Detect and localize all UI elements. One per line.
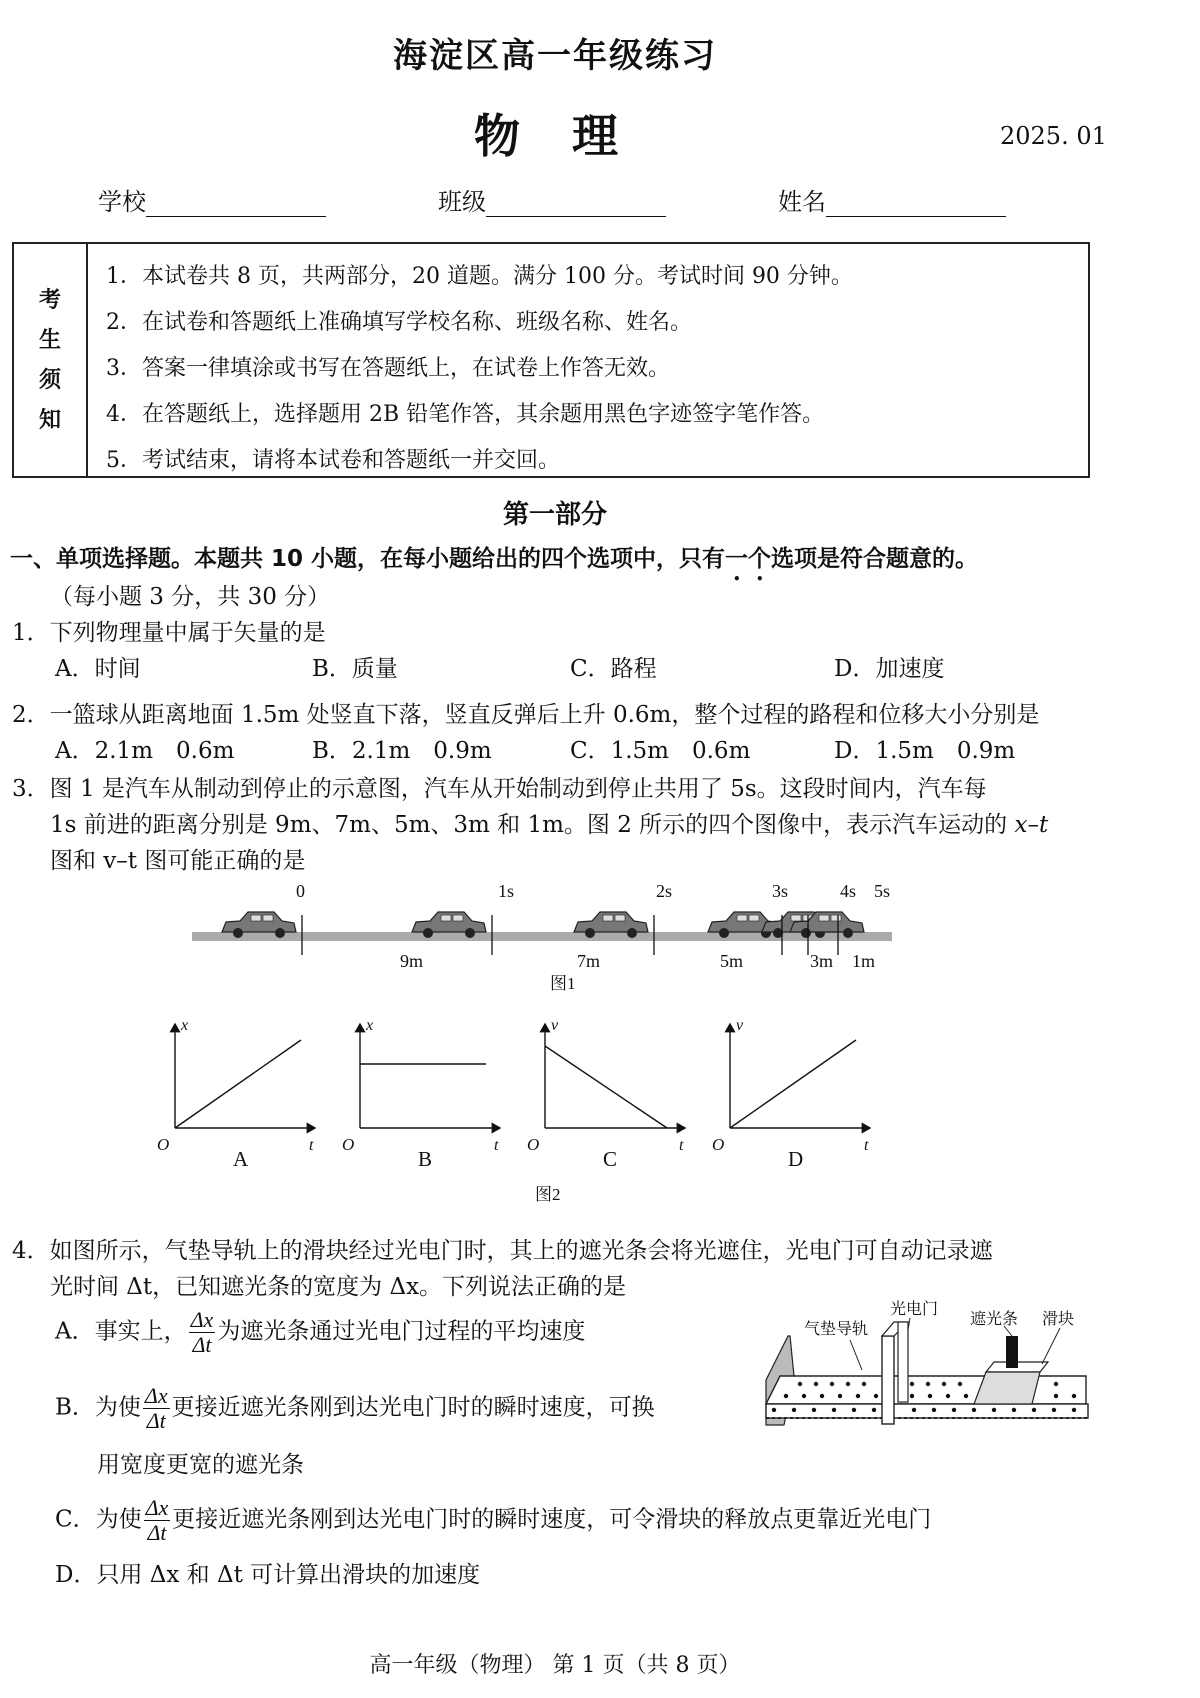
distance-label: 3m — [810, 951, 834, 971]
graph-label: B — [418, 1147, 433, 1171]
origin-label: O — [342, 1135, 355, 1154]
notice-heading: 考 生 须 知 — [14, 244, 88, 476]
name-field[interactable] — [778, 182, 1006, 217]
graph-label: A — [233, 1147, 249, 1171]
q4-stem-line2: 光时间 Δt，已知遮光条的宽度为 Δx。下列说法正确的是 — [50, 1274, 627, 1300]
graph-c — [527, 1017, 685, 1171]
q2-option-d[interactable]: D．1.5m 0.9m — [834, 738, 1016, 764]
label-slider: 滑块 — [1042, 1311, 1075, 1328]
graph-b — [342, 1017, 500, 1171]
x-axis-label: t — [864, 1137, 869, 1154]
q2-option-b[interactable]: B．2.1m 0.9m — [312, 738, 492, 764]
time-label: 1s — [498, 881, 515, 901]
distance-label: 5m — [720, 951, 744, 971]
q4-option-c[interactable]: C．为使 $\frac{\Delta x}{\Delta t}$ 更接近遮光条刚到达光电门时的瞬时速度，可令滑块的释放点更靠近光电门 — [55, 1495, 932, 1545]
school-field[interactable] — [98, 182, 326, 217]
school-blank[interactable] — [146, 194, 326, 217]
notice-item: 5．考试结束，请将本试卷和答题纸一并交回。 — [106, 448, 560, 473]
q1-option-c[interactable]: C．路程 — [570, 656, 657, 682]
distance-label: 1m — [852, 951, 876, 971]
label-air-track: 气垫导轨 — [804, 1321, 869, 1338]
label-photogate: 光电门 — [890, 1301, 939, 1318]
x-axis-label: t — [309, 1137, 314, 1154]
time-label: 3s — [772, 881, 789, 901]
q1-stem: 1．下列物理量中属于矢量的是 — [12, 620, 326, 646]
subject-title: 物 理 — [473, 109, 636, 163]
graph-line — [175, 1040, 301, 1128]
q3-stem-line2: 1s 前进的距离分别是 9m、7m、5m、3m 和 1m。图 2 所示的四个图像中，表示汽车运动的 x–t — [50, 812, 1049, 838]
notice-item: 1．本试卷共 8 页，共两部分，20 道题。满分 100 分。考试时间 90 分钟。 — [106, 264, 853, 289]
graph-line — [545, 1046, 667, 1128]
light-blocking-strip — [1006, 1336, 1018, 1368]
label-strip: 遮光条 — [970, 1311, 1019, 1328]
school-label: 学校 — [98, 188, 146, 216]
notice-item: 2．在试卷和答题纸上准确填写学校名称、班级名称、姓名。 — [106, 310, 692, 335]
y-axis-label: x — [366, 1017, 374, 1034]
q2-option-a[interactable]: A．2.1m 0.6m — [55, 738, 235, 764]
name-blank[interactable] — [826, 194, 1006, 217]
section-description: 一、单项选择题。本题共 10 小题，在每小题给出的四个选项中，只有一个选项是符合题意的。 — [10, 546, 979, 572]
distance-label: 9m — [400, 951, 424, 971]
origin-label: O — [527, 1135, 540, 1154]
figure1-car-braking — [180, 875, 900, 993]
y-axis-label: v — [551, 1017, 559, 1034]
q4-stem-line1: 4．如图所示，气垫导轨上的滑块经过光电门时，其上的遮光条会将光遮住，光电门可自动记录遮 — [12, 1238, 993, 1264]
figure1-caption: 图1 — [550, 974, 576, 993]
graph-a — [157, 1017, 315, 1171]
figure2-caption: 图2 — [535, 1185, 561, 1204]
fraction: $\frac{\Delta x}{\Delta t}$ — [145, 1495, 169, 1545]
road — [192, 932, 892, 941]
air-track — [766, 1336, 1088, 1425]
fraction: $\frac{\Delta x}{\Delta t}$ — [190, 1307, 214, 1357]
x-axis-label: t — [494, 1137, 499, 1154]
q2-option-c[interactable]: C．1.5m 0.6m — [570, 738, 751, 764]
origin-label: O — [712, 1135, 725, 1154]
q4-option-a[interactable]: A．事实上， $\frac{\Delta x}{\Delta t}$ 为遮光条通过光电门过程的平均速度 — [55, 1307, 586, 1357]
time-label: 4s — [840, 881, 857, 901]
q2-stem: 2．一篮球从距离地面 1.5m 处竖直下落，竖直反弹后上升 0.6m，整个过程的路程和位移大小分别是 — [12, 702, 1040, 728]
graph-d — [712, 1017, 870, 1171]
q1-option-d[interactable]: D．加速度 — [834, 656, 945, 682]
figure2-graphs — [157, 1000, 955, 1210]
graph-line — [730, 1040, 856, 1128]
exam-date: 2025. 01 — [1000, 122, 1107, 150]
section-score: （每小题 3 分，共 30 分） — [50, 584, 331, 610]
distance-label: 7m — [577, 951, 601, 971]
graph-label: D — [788, 1147, 804, 1171]
time-label: 2s — [656, 881, 673, 901]
exam-notice-box — [12, 242, 1090, 478]
notice-list — [106, 254, 853, 484]
name-label: 姓名 — [778, 188, 826, 216]
q1-option-b[interactable]: B．质量 — [312, 656, 398, 682]
q1-option-a[interactable]: A．时间 — [55, 656, 141, 682]
y-axis-label: v — [736, 1017, 744, 1034]
class-field[interactable] — [438, 182, 666, 217]
class-blank[interactable] — [486, 194, 666, 217]
exam-title: 海淀区高一年级练习 — [393, 36, 717, 76]
q3-stem-line1: 3．图 1 是汽车从制动到停止的示意图，汽车从开始制动到停止共用了 5s。这段时间内，汽车每 — [12, 776, 987, 802]
page-footer: 高一年级（物理） 第 1 页（共 8 页） — [369, 1653, 741, 1678]
y-axis-label: x — [181, 1017, 189, 1034]
time-label: 5s — [874, 881, 891, 901]
part-title: 第一部分 — [502, 500, 607, 530]
q3-stem-line3: 图和 v–t 图可能正确的是 — [50, 848, 306, 874]
fraction: $\frac{\Delta x}{\Delta t}$ — [144, 1383, 168, 1433]
notice-item: 4．在答题纸上，选择题用 2B 铅笔作答，其余题用黑色字迹签字笔作答。 — [106, 402, 825, 427]
notice-item: 3．答案一律填涂或书写在答题纸上，在试卷上作答无效。 — [106, 356, 670, 381]
graph-label: C — [603, 1147, 618, 1171]
x-axis-label: t — [679, 1137, 684, 1154]
q4-option-b-line2: 用宽度更宽的遮光条 — [97, 1452, 304, 1478]
origin-label: O — [157, 1135, 170, 1154]
class-label: 班级 — [438, 188, 486, 216]
air-track-diagram — [760, 1300, 1090, 1430]
q4-option-b[interactable]: B．为使 $\frac{\Delta x}{\Delta t}$ 更接近遮光条刚到达光电门时的瞬时速度，可换 — [55, 1383, 655, 1433]
q4-option-d[interactable]: D．只用 Δx 和 Δt 可计算出滑块的加速度 — [55, 1562, 481, 1588]
time-label: 0 — [296, 881, 305, 901]
